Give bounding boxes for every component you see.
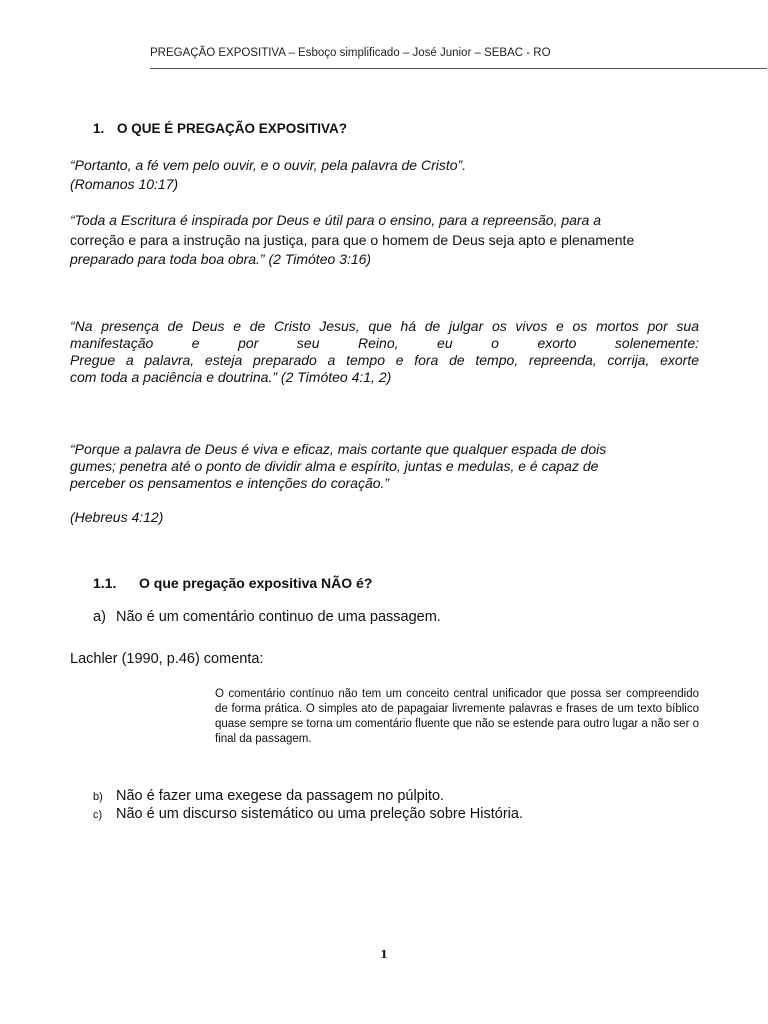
list-item-c [93, 806, 523, 822]
quote-romans-ref: (Romanos 10:17) [70, 176, 179, 192]
quote-line: “Na presença de Deus e de Cristo Jesus, que há de julgar os vivos e os mortos por sua [70, 318, 699, 334]
quote-romans-text: “Portanto, a fé vem pelo ouvir, e o ouvir, pela palavra de Cristo”. [70, 157, 467, 173]
quote-line: com toda a paciência e doutrina.” (2 Timóteo 4:1, 2) [70, 369, 392, 385]
list-marker: b) [93, 791, 103, 803]
list-item-text: Não é fazer uma exegese da passagem no púlpito. [116, 788, 445, 804]
quote-line: Pregue a palavra, esteja preparado a tempo e fora de tempo, repreenda, corrija, exorte [70, 352, 699, 368]
page-number: 1 [380, 948, 388, 961]
section-1-title: O QUE É PREGAÇÃO EXPOSITIVA? [117, 121, 348, 136]
quote-line: perceber os pensamentos e intenções do coração.” [70, 475, 390, 491]
list-item-b [93, 788, 444, 804]
list-item-text: Não é um comentário continuo de uma passagem. [116, 609, 441, 625]
section-1-1-title: O que pregação expositiva NÃO é? [139, 575, 373, 591]
quote-romans [70, 157, 700, 193]
list-item-a [93, 609, 441, 625]
quote-2-timothy-4-1 [70, 318, 699, 386]
quote-hebrews [70, 441, 700, 492]
list-marker: c) [93, 809, 103, 821]
quote-line: preparado para toda boa obra.” (2 Timóteo 3:16) [70, 251, 372, 267]
citation-intro: Lachler (1990, p.46) comenta: [70, 651, 264, 667]
quote-2-timothy-3-16 [70, 212, 700, 268]
quote-line: “Porque a palavra de Deus é viva e eficaz, mais cortante que qualquer espada de dois [70, 441, 607, 457]
section-1-number: 1. [93, 121, 105, 136]
section-1-1-number: 1.1. [93, 575, 117, 591]
quote-line: “Toda a Escritura é inspirada por Deus e útil para o ensino, para a repreensão, para a [70, 212, 602, 228]
block-quote: O comentário contínuo não tem um conceito central unificador que possa ser compreendido de forma prática. O simples ato de papagaiar livremente palavras e frases de um texto bíblico quase sempre se torna um comentário fluente que não se estende para outro lugar a não ser o final da passagem. [215, 688, 699, 745]
list-marker: a) [93, 609, 106, 625]
list-item-text: Não é um discurso sistemático ou uma preleção sobre História. [116, 806, 523, 822]
header-divider [150, 68, 767, 69]
quote-line: manifestação e por seu Reino, eu o exorto solenemente: [70, 335, 699, 351]
quote-line: correção e para a instrução na justiça, para que o homem de Deus seja apto e plenamente [70, 232, 635, 248]
section-1-1-heading [93, 575, 372, 591]
quote-line: gumes; penetra até o ponto de dividir alma e espírito, juntas e medulas, e é capaz de [70, 458, 599, 474]
quote-hebrews-ref: (Hebreus 4:12) [70, 509, 164, 525]
section-1-heading [93, 121, 347, 136]
page-header: PREGAÇÃO EXPOSITIVA – Esboço simplificado – José Junior – SEBAC - RO [150, 47, 551, 59]
